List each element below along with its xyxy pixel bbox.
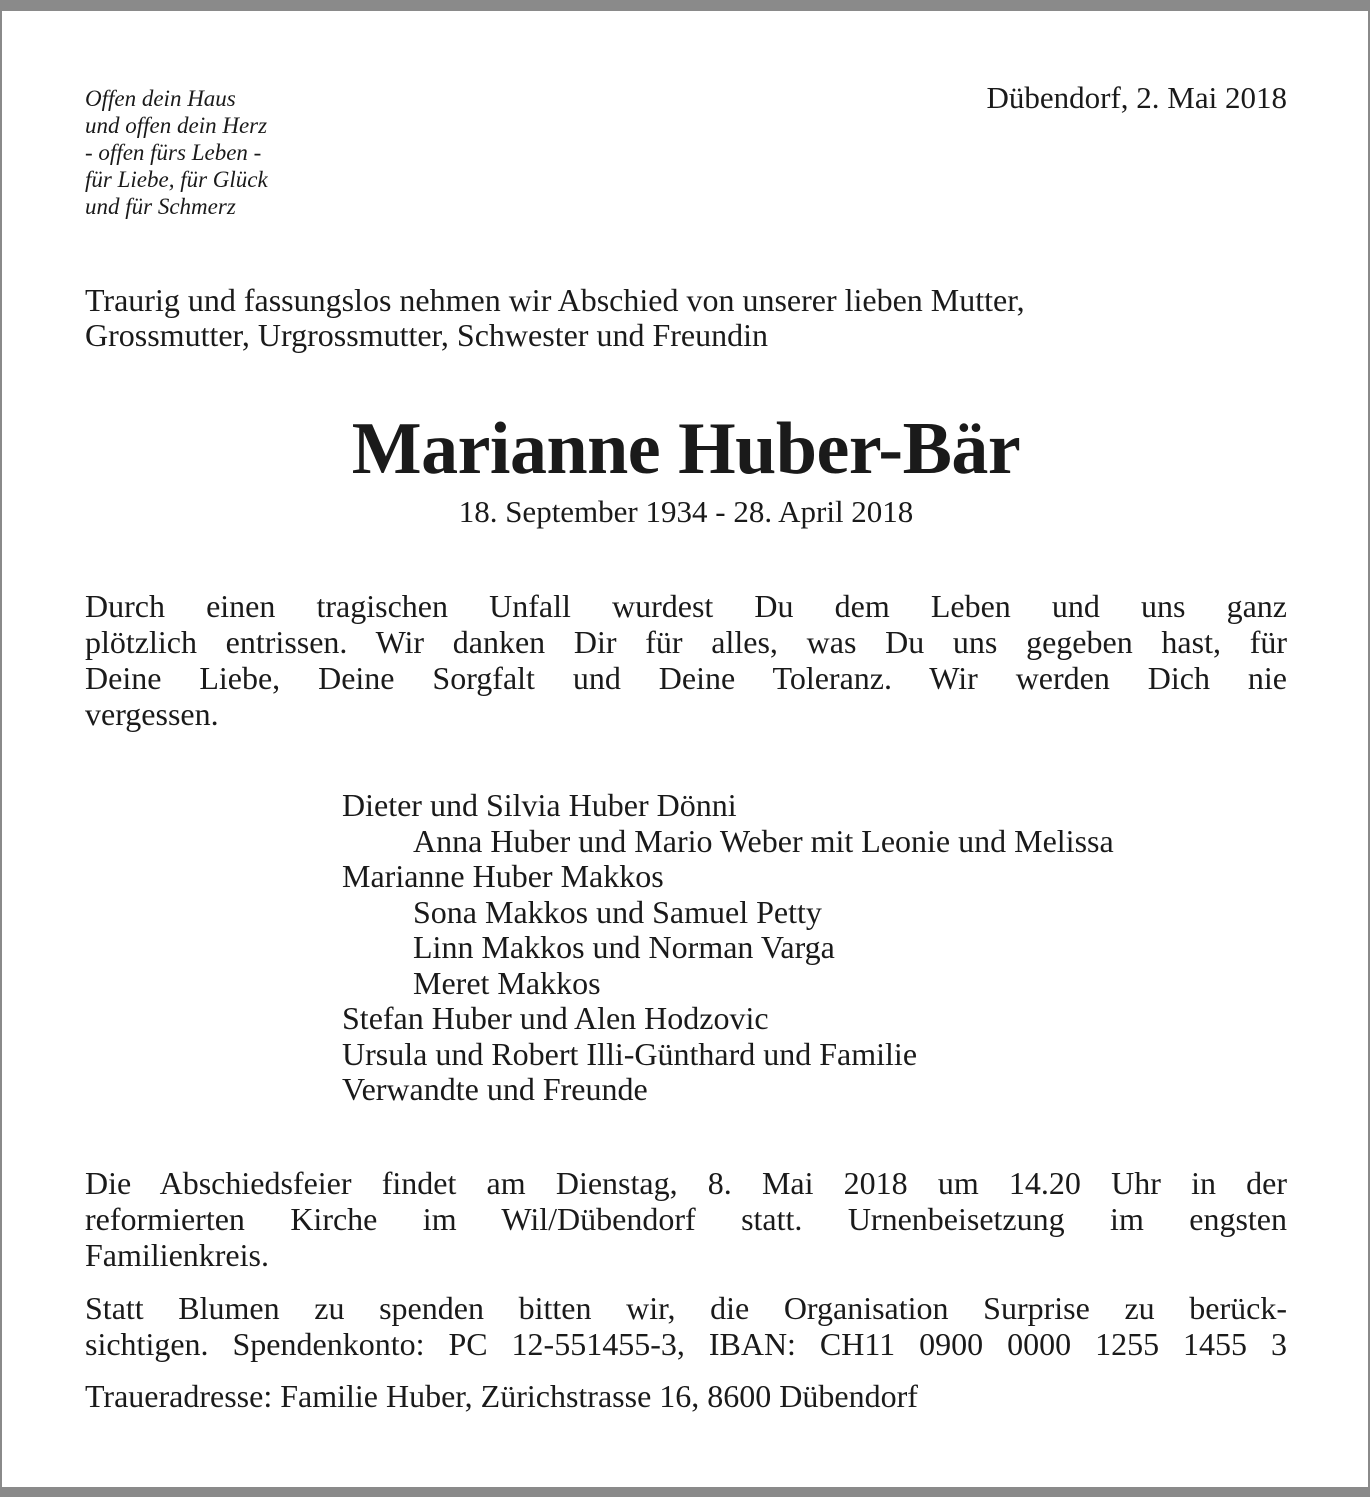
mourner-entry: Anna Huber und Mario Weber mit Leonie und Melissa	[413, 822, 1114, 859]
mourner-entry: Linn Makkos und Norman Varga	[413, 929, 835, 965]
obituary-notice	[85, 0, 1287, 1487]
life-dates: 18. September 1934 - 28. April 2018	[458, 494, 914, 529]
mourner-entry: Dieter und Silvia Huber Dönni	[342, 787, 737, 823]
intro-line: Traurig und fassungslos nehmen wir Abschied von unserer lieben Mutter,	[85, 282, 1025, 318]
message-line: Durch einen tragischen Unfall wurdest Du dem Leben und uns ganz	[85, 588, 1287, 624]
mourners-list	[342, 788, 1114, 1108]
mourner-entry: Verwandte und Freunde	[342, 1071, 648, 1107]
mourner-entry: Sona Makkos und Samuel Petty	[413, 893, 822, 930]
farewell-message	[85, 588, 1287, 732]
motto-line: und offen dein Herz	[85, 113, 268, 138]
deceased-name: Marianne Huber-Bär	[351, 408, 1021, 490]
mourner-entry: Ursula und Robert Illi-Günthard und Familie	[342, 1035, 918, 1072]
message-line: plötzlich entrissen. Wir danken Dir für alles, was Du uns gegeben hast, für	[85, 624, 1287, 660]
address-line: Traueradresse: Familie Huber, Zürichstrasse 16, 8600 Dübendorf	[85, 1378, 918, 1414]
donation-line: Statt Blumen zu spenden bitten wir, die Organisation Surprise zu berück-	[85, 1290, 1287, 1326]
place-date: Dübendorf, 2. Mai 2018	[986, 80, 1287, 115]
ceremony-notice	[85, 1165, 1287, 1273]
donation-line: sichtigen. Spendenkonto: PC 12-551455-3, IBAN: CH11 0900 0000 1255 1455 3	[85, 1326, 1287, 1362]
motto-poem	[85, 85, 268, 220]
mourner-entry: Stefan Huber und Alen Hodzovic	[342, 1000, 769, 1036]
ceremony-line: Familienkreis.	[85, 1237, 269, 1273]
message-line: vergessen.	[85, 696, 219, 732]
donation-notice	[85, 1290, 1287, 1362]
mourner-entry: Meret Makkos	[413, 964, 601, 1001]
ceremony-line: reformierten Kirche im Wil/Dübendorf statt. Urnenbeisetzung im engsten	[85, 1201, 1287, 1237]
intro-line: Grossmutter, Urgrossmutter, Schwester und Freundin	[85, 317, 768, 353]
intro-text	[85, 283, 1287, 353]
motto-line: Offen dein Haus	[85, 86, 236, 111]
motto-line: - offen fürs Leben -	[85, 140, 262, 165]
motto-line: und für Schmerz	[85, 194, 236, 219]
mourning-address	[85, 1378, 1287, 1414]
message-line: Deine Liebe, Deine Sorgfalt und Deine Toleranz. Wir werden Dich nie	[85, 660, 1287, 696]
motto-line: für Liebe, für Glück	[85, 167, 268, 192]
ceremony-line: Die Abschiedsfeier findet am Dienstag, 8. Mai 2018 um 14.20 Uhr in der	[85, 1165, 1287, 1201]
mourner-entry: Marianne Huber Makkos	[342, 858, 664, 894]
